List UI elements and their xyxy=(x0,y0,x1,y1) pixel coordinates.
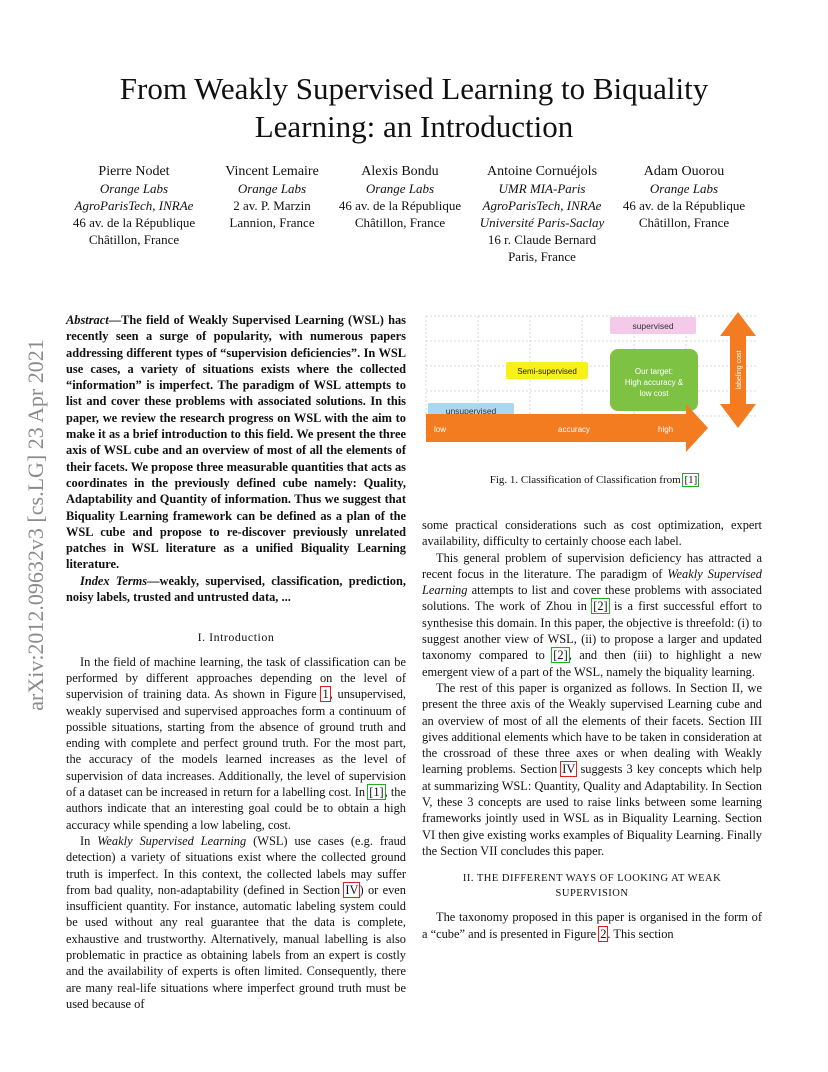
index-terms-label: Index Terms xyxy=(80,573,148,588)
author-affiliation-line: 46 av. de la République xyxy=(72,215,196,230)
author-affiliation-line: 2 av. P. Marzin xyxy=(233,198,311,213)
author-affiliation-line: Châtillon, France xyxy=(88,232,180,247)
caption-citation-link[interactable]: [1] xyxy=(684,474,698,486)
author-affiliation-line: AgroParisTech, INRAe xyxy=(74,198,194,213)
author-affiliation-line: 46 av. de la République xyxy=(338,198,462,213)
unsupervised-label: unsupervised xyxy=(445,406,497,416)
author-affiliation-line: Université Paris-Saclay xyxy=(479,215,605,230)
author-name: Pierre Nodet xyxy=(98,164,170,179)
labeling-cost-label: labeling cost xyxy=(736,350,743,390)
target-label-3: low cost xyxy=(639,389,669,398)
citation-2b-link[interactable]: [2] xyxy=(553,648,568,663)
accuracy-axis-label: accuracy xyxy=(558,425,591,434)
author-affiliation-line: UMR MIA-Paris xyxy=(498,181,586,196)
abstract-text: —The field of Weakly Supervised Learning (WSL) has recently seen a surge of popularity, with numerous papers addressing different types of “supervision deficiencies”. In WSL use cases, a variety of situations exists where the collected “information” is imperfect. The paradigm of WSL attempts to list and cover these problems with associated solutions. In this paper, we review the research progress on WSL with the aim to make it as a brief introduction to this field. We present the three axis of WSL cube and an overview of most of all the elements of their facets. We propose three measurable quantities that acts as coordinates in the previously defined cube namely: Quality, Adaptability and Quantity of information. Thus we suggest that Biquality Learning framework can be defined as a plan of the WSL cube and propose to re-discover previously unrelated patches in WSL literature as a unified Biquality Learning literature. xyxy=(66,313,406,572)
right-paragraph-1: This general problem of supervision deficiency has attracted a recent focus in the literature. The paradigm of Weakly Supervised Learning attempts to list and cover these problems with associated solutions. The work of Zhou in [2] is a first successful effort to synthesise this domain. In this paper, the objective is threefold: (i) to suggest another view of WSL, (ii) to propose a larger and updated taxonomy compared to [2], and then (iii) to highlight a new emergent view of a part of the WSL, namely the biquality learning. xyxy=(422,550,763,679)
right-paragraph-3: The taxonomy proposed in this paper is organised in the form of a “cube” and is presented in Figure 2. This section xyxy=(422,910,762,941)
arxiv-stamp: arXiv:2012.09632v3 [cs.LG] 23 Apr 2021 xyxy=(23,339,48,711)
intro-paragraph-1: In the field of machine learning, the task of classification can be performed by different approaches depending on the level of supervision of training data. As shown in Figure 1, unsupervised, weakly supervised and supervised approaches form a continuum of possible situations, starting from the absence of ground truth and ending with complete and perfect ground truth. For the most part, the accuracy of the models learned increases as the level of supervision of data increases. Additionally, the level of supervision of a dataset can be increased in return for a labelling cost. In [1], the authors indicate that an interesting goal could be to obtain a high accuracy while spending a low labeling, cost. xyxy=(66,654,407,832)
right-paragraph-2: The rest of this paper is organized as follows. In Section II, we present the three axis of the Weakly supervised Learning cube and an overview of most of all the elements of their facets. Section III gives additional elements which have to be taken in consideration at the crossroad of these three axes or when dealing with Weakly learning problems. Section IV suggests 3 key concepts which help at summarizing WSL: Quantity, Quality and Adaptability. In Section V, these 3 concepts are used to raise links between some learning frameworks jointly used in WSL as in Biquality Learning. Section VI then give existing works examples of Biquality Learning. Finally the Section VII concludes this paper. xyxy=(422,680,762,858)
right-column xyxy=(422,517,762,942)
right-paragraph-0: some practical considerations such as cost optimization, expert availability, difficulty to certainly choose each label. xyxy=(422,518,762,549)
figure-caption: Fig. 1. Classification of Classification from [1] xyxy=(489,474,698,486)
author-affiliation-line: AgroParisTech, INRAe xyxy=(482,198,602,213)
citation-2-link[interactable]: [2] xyxy=(593,599,608,614)
author-affiliation-line: 16 r. Claude Bernard xyxy=(487,232,597,247)
target-label-1: Our target: xyxy=(634,367,674,376)
target-label-2: High accuracy & xyxy=(624,378,684,387)
semi-supervised-label: Semi-supervised xyxy=(517,367,577,376)
figure-1-link[interactable]: 1 xyxy=(322,687,329,702)
index-terms-text: —weakly, supervised, classification, prediction, noisy labels, trusted and untrusted data, ... xyxy=(66,573,406,605)
classification-diagram xyxy=(418,306,770,466)
author-affiliation-line: Orange Labs xyxy=(649,181,719,196)
author-name: Antoine Cornuéjols xyxy=(486,164,598,179)
abstract xyxy=(66,312,406,573)
intro-paragraph-2: In Weakly Supervised Learning (WSL) use cases (e.g. fraud detection) a variety of situations exist where the collected ground truth is imperfect. In this context, the collected labels may suffer from bad quality, non-adaptability (defined in Section IV) or even insufficient quantity. For instance, automatic labeling system could be used without any real guarantee that the data is complete, exhaustive and trustworthy. Alternatively, manual labelling is also problematic in practice as obtaining labels from an expert is costly and the availability of experts is often limited. Consequently, there are many real-life situations where imperfect ground truth must be used because of xyxy=(66,833,406,1011)
left-column xyxy=(66,312,406,1012)
author-4 xyxy=(462,163,622,265)
author-affiliation-line: 46 av. de la République xyxy=(622,198,746,213)
accuracy-high-label: high xyxy=(658,425,674,434)
figure-1 xyxy=(418,306,770,466)
author-affiliation-line: Châtillon, France xyxy=(638,215,730,230)
author-3 xyxy=(320,163,480,231)
section-4-link-2[interactable]: IV xyxy=(562,762,576,777)
section-heading-introduction: I. Introduction xyxy=(197,630,275,645)
author-affiliation-line: Orange Labs xyxy=(365,181,435,196)
section-heading-2: II. THE DIFFERENT WAYS OF LOOKING AT WEAK SUPERVISION xyxy=(462,873,722,900)
author-name: Adam Ouorou xyxy=(643,164,725,179)
accuracy-low-label: low xyxy=(434,425,447,434)
supervised-label: supervised xyxy=(632,321,674,331)
author-affiliation-line: Châtillon, France xyxy=(354,215,446,230)
index-terms xyxy=(66,573,406,606)
section-4-link[interactable]: IV xyxy=(345,882,359,897)
author-1 xyxy=(54,163,214,248)
abstract-label: Abstract xyxy=(66,313,109,327)
author-name: Vincent Lemaire xyxy=(225,164,319,179)
author-name: Alexis Bondu xyxy=(361,164,439,179)
paper-title: From Weakly Supervised Learning to Biquality Learning: an Introduction xyxy=(119,71,709,144)
figure-2-link[interactable]: 2 xyxy=(600,926,607,941)
author-5 xyxy=(604,163,764,231)
author-affiliation-line: Paris, France xyxy=(508,249,576,264)
citation-1-link[interactable]: [1] xyxy=(369,785,384,800)
author-affiliation-line: Orange Labs xyxy=(99,181,169,196)
author-affiliation-line: Lannion, France xyxy=(229,215,315,230)
author-affiliation-line: Orange Labs xyxy=(237,181,307,196)
